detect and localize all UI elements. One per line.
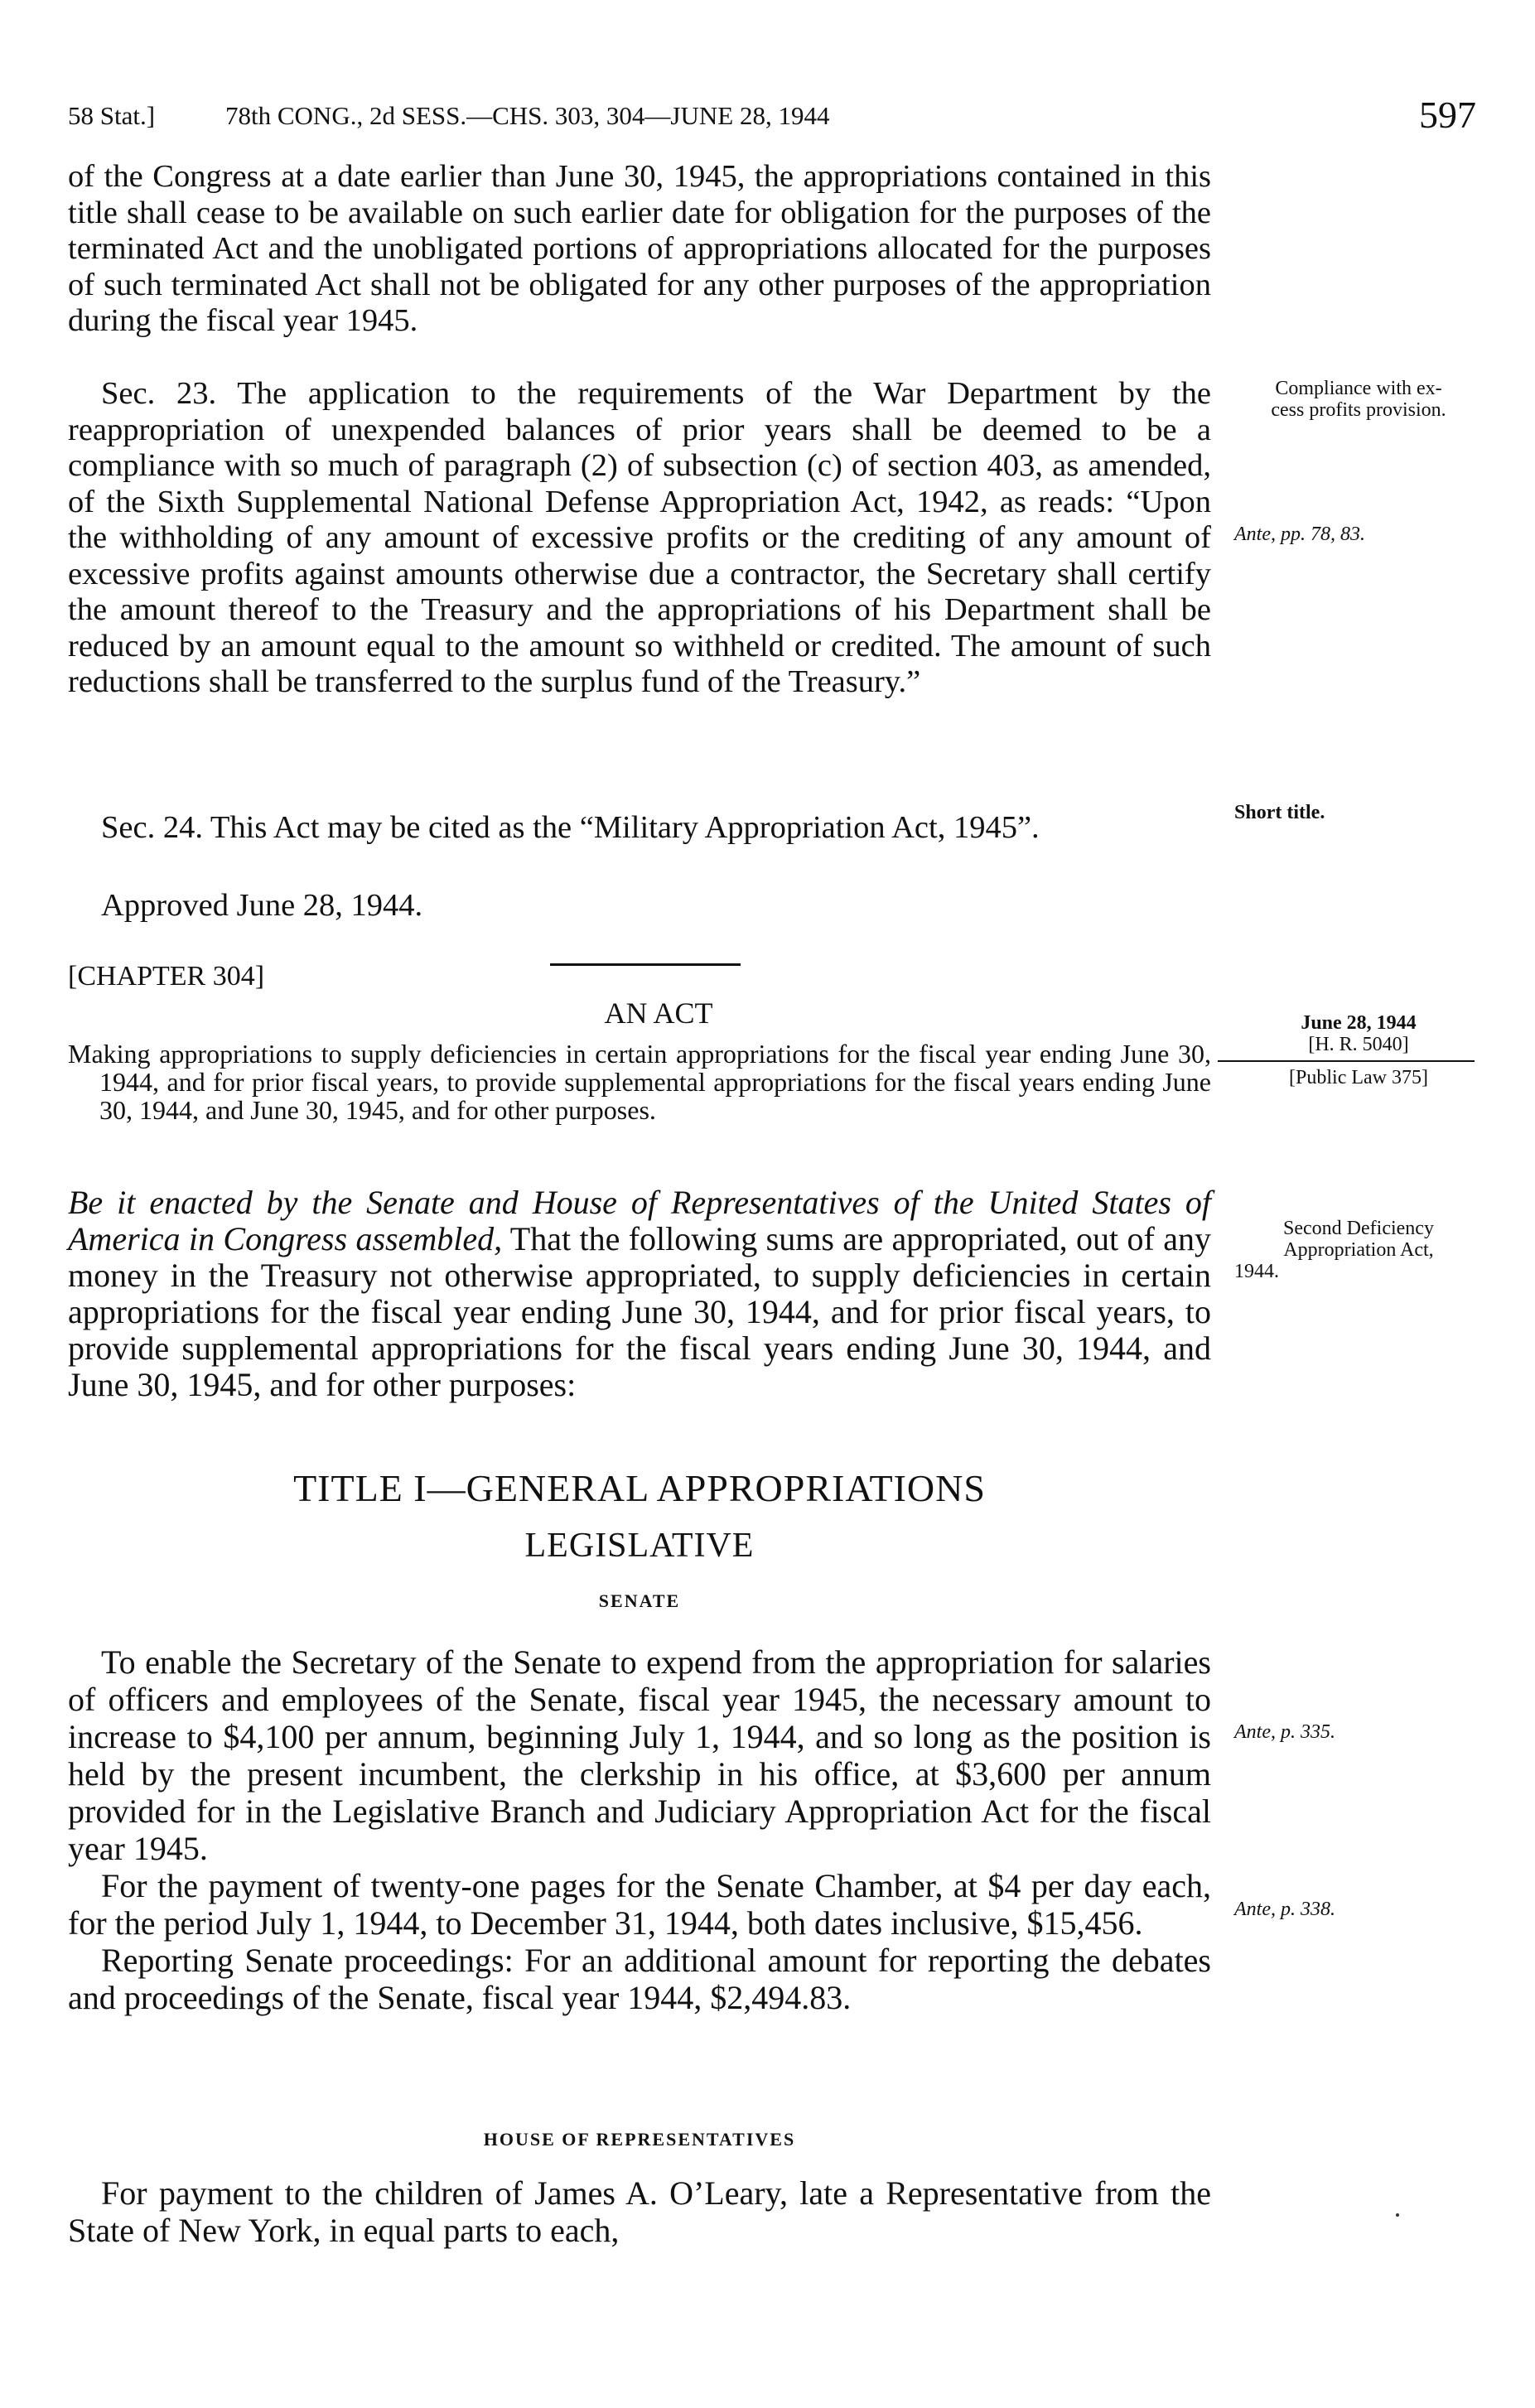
title-heading: TITLE I—GENERAL APPROPRIATIONS: [293, 1467, 986, 1509]
margin-note-sd-line3: 1944.: [1234, 1261, 1279, 1282]
volume-reference: 58 Stat.]: [68, 101, 156, 130]
margin-note-second-deficiency: [1234, 1218, 1483, 1282]
margin-note-date: June 28, 1944: [1301, 1012, 1417, 1034]
section-23-text: The application to the requirements of the War Department by the reappropriation of unexpended balances of prior years shall be deemed to be a compliance with so much of paragraph (2) of subsection (c) of section 403, as amended, of the Sixth Supplemental National Defense Appropriation Act, 1942, as reads: “Upon the withholding of any amount of excessive profits or the crediting of any amount of excessive profits against amounts otherwise due a contractor, the Secretary shall certify the amount thereof to the Treasury and the appropriations of his Department shall be reduced by an amount equal to the amount so withheld or credited. The amount of such reductions shall be transferred to the surplus fund of the Treasury.”: [68, 376, 1212, 699]
approved-text: Approved June 28, 1944.: [101, 888, 423, 923]
act-summary-text: Making appropriations to supply deficiencies in certain appropriations for the fiscal year ending June 30, 1944, and for prior fiscal years, to provide supplemental appropriations for the fiscal years ending June 30, 1944, and June 30, 1945, and for other purposes.: [68, 1039, 1211, 1125]
section-23: [68, 376, 1211, 701]
act-title: AN ACT: [604, 996, 713, 1030]
section-24: [68, 810, 1211, 847]
running-header: [68, 93, 1476, 142]
margin-note-sd-line1: Second Deficiency: [1283, 1218, 1434, 1239]
margin-note-compliance-line1: Compliance with ex-: [1275, 378, 1442, 399]
senate-paragraph-pages: For the payment of twenty-one pages for the Senate Chamber, at $4 per day each, for the period July 1, 1944, to December 31, 1944, both dates inclusive, $15,456.: [68, 1867, 1211, 1942]
section-23-label: Sec. 23.: [101, 376, 217, 411]
chapter-label: [CHAPTER 304]: [68, 961, 265, 992]
legislative-heading: LEGISLATIVE: [524, 1527, 755, 1565]
margin-note-sd-line2: Appropriation Act,: [1283, 1239, 1434, 1261]
enacting-clause: [68, 1185, 1211, 1403]
margin-note-compliance-line2: cess profits provision.: [1271, 399, 1446, 421]
section-24-label: Sec. 24.: [101, 810, 203, 845]
margin-note-ante-338: Ante, p. 338.: [1234, 1899, 1335, 1920]
page-number: 597: [1419, 94, 1476, 136]
senate-paragraph-secretary: To enable the Secretary of the Senate to expend from the appropriation for salaries of officers and employees of the Senate, fiscal year 1945, the necessary amount to increase to $4,100 per annum, beginning July 1, 1944, and so long as the position is held by the present incumbent, the clerkship in his office, at $3,600 per annum provided for in the Legislative Branch and Judiciary Appropriation Act for the fiscal year 1945.: [68, 1643, 1211, 1867]
running-title: 78th CONG., 2d SESS.—CHS. 303, 304—JUNE 28, 1944: [225, 101, 830, 130]
margin-note-short-title: Short title.: [1234, 802, 1325, 823]
senate-heading: SENATE: [598, 1590, 681, 1611]
chapter-divider-rule: [550, 963, 741, 966]
senate-paragraphs: [68, 1643, 1211, 2016]
margin-note-public-law: [Public Law 375]: [1289, 1067, 1428, 1088]
house-paragraph-block: [68, 2174, 1211, 2249]
senate-paragraph-reporting: Reporting Senate proceedings: For an additional amount for reporting the debates and proceedings of the Senate, fiscal year 1944, $2,494.83.: [68, 1942, 1211, 2016]
section-22-text: of the Congress at a date earlier than June 30, 1945, the appropriations contained in this title shall cease to be available on such earlier date for obligation for the purposes of the terminated Act and the unobligated portions of appropriations allocated for the purposes of such terminated Act shall not be obligated for any other purposes of the appropriation during the fiscal year 1945.: [68, 159, 1211, 338]
margin-note-rule: [1218, 1060, 1475, 1062]
house-heading: HOUSE OF REPRESENTATIVES: [483, 2129, 796, 2150]
house-paragraph-oleary: For payment to the children of James A. O’Leary, late a Representative from the State of New York, in equal parts to each,: [68, 2174, 1211, 2249]
enacting-italic: Be it enacted by the Senate and House of Representatives of the United States of America in Congress assembled,: [68, 1184, 1211, 1257]
margin-note-ante-335: Ante, p. 335.: [1234, 1721, 1335, 1743]
section-24-text: This Act may be cited as the “Military Appropriation Act, 1945”.: [210, 810, 1040, 845]
approved-line: [68, 888, 1211, 924]
margin-note-hr: [H. R. 5040]: [1308, 1034, 1409, 1055]
enacting-rest: That the following sums are appropriated, out of any money in the Treasury not otherwise appropriated, to supply deficiencies in certain appropriations for the fiscal year ending June 30, 1944, and for prior fiscal years, to provide supplemental appropriations for the fiscal years ending June 30, 1944, and June 30, 1945, and for other purposes:: [68, 1220, 1211, 1403]
margin-note-ante-78: Ante, pp. 78, 83.: [1234, 524, 1365, 545]
section-22-tail: [68, 159, 1211, 340]
margin-note-compliance: [1234, 378, 1483, 421]
margin-note-bill-info: [1251, 1012, 1466, 1055]
act-summary: [68, 1040, 1211, 1124]
stray-mark: [1396, 2213, 1399, 2217]
